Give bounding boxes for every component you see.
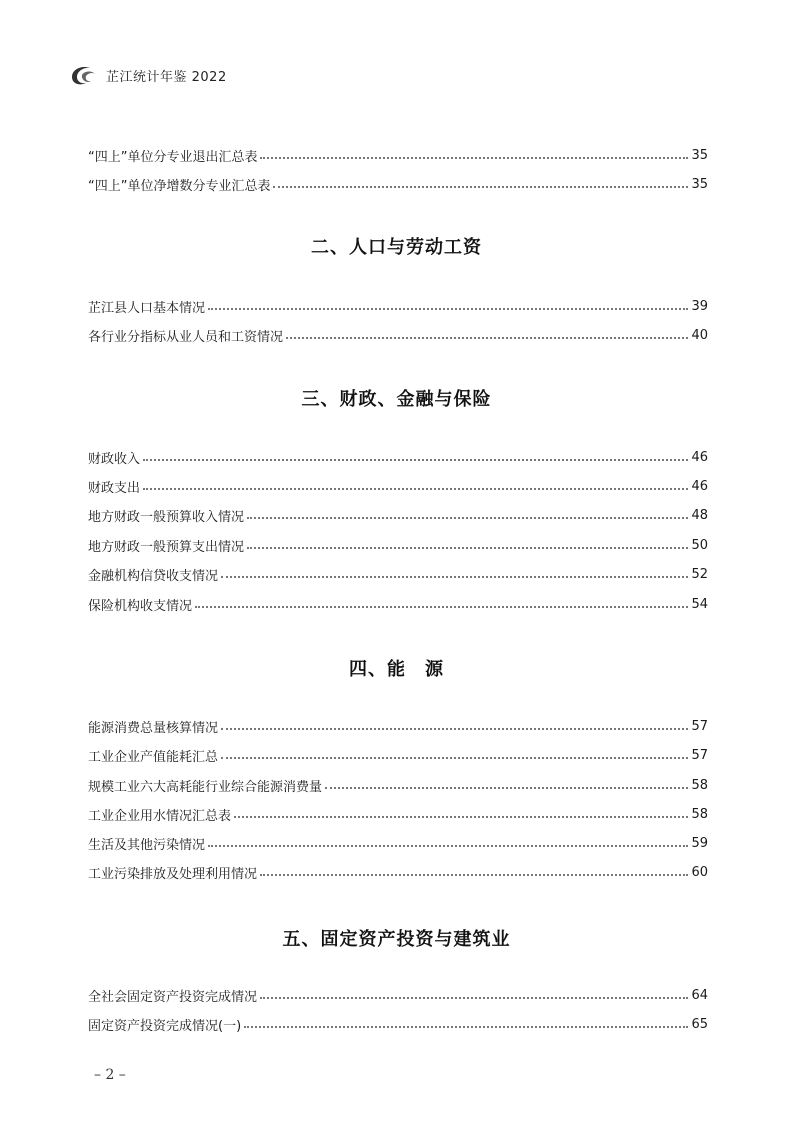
toc-entry[interactable]: [88, 564, 708, 584]
toc-entry-page: 48: [691, 507, 708, 523]
toc-entry[interactable]: [88, 833, 708, 853]
toc-entry-page: 52: [691, 566, 708, 582]
toc-entry-page: 57: [691, 718, 708, 734]
toc-entry-label: “四上”单位分专业退出汇总表: [88, 149, 258, 165]
toc-entry-page: 64: [691, 987, 708, 1003]
dot-leader: [247, 547, 688, 549]
toc-entry-label: 生活及其他污染情况: [88, 837, 206, 853]
dot-leader: [195, 606, 688, 608]
toc-entry-label: 各行业分指标从业人员和工资情况: [88, 329, 284, 345]
toc-entry-page: 54: [691, 596, 708, 612]
toc-entry-label: 能源消费总量核算情况: [88, 720, 219, 736]
toc-entry-label: 工业企业产值能耗汇总: [88, 749, 219, 765]
toc-entry-label: 工业企业用水情况汇总表: [88, 808, 232, 824]
toc-entry-page: 58: [691, 806, 708, 822]
section-heading: 五、固定资产投资与建筑业: [282, 929, 511, 950]
section-heading: 三、财政、金融与保险: [301, 389, 492, 410]
dot-leader: [247, 517, 688, 519]
dot-leader: [286, 337, 688, 339]
toc-entry-label: 规模工业六大高耗能行业综合能源消费量: [88, 779, 323, 795]
toc-entry[interactable]: [88, 145, 708, 165]
dot-leader: [260, 157, 688, 159]
toc-entry-page: 57: [691, 747, 708, 763]
section-heading: 四、能 源: [349, 659, 444, 680]
page-number: – 2 –: [94, 1067, 126, 1083]
toc-entry-label: “四上”单位净增数分专业汇总表: [88, 178, 271, 194]
dot-leader: [221, 728, 688, 730]
toc-entry-label: 金融机构信贷收支情况: [88, 568, 219, 584]
dot-leader: [208, 845, 688, 847]
dot-leader: [143, 488, 688, 490]
toc-entry[interactable]: [88, 985, 708, 1005]
toc-entry-page: 46: [691, 478, 708, 494]
toc-entry-page: 50: [691, 537, 708, 553]
section-heading: 二、人口与劳动工资: [311, 237, 482, 258]
toc-entry[interactable]: [88, 1014, 708, 1034]
toc-entry[interactable]: [88, 447, 708, 467]
dot-leader: [260, 874, 688, 876]
toc-entry[interactable]: [88, 745, 708, 765]
toc-entry-page: 46: [691, 449, 708, 465]
dot-leader: [325, 787, 688, 789]
toc-entry[interactable]: [88, 862, 708, 882]
toc-entry-page: 35: [691, 147, 708, 163]
dot-leader: [221, 757, 688, 759]
toc-entry-page: 60: [691, 864, 708, 880]
dot-leader: [273, 186, 688, 188]
toc-entry[interactable]: [88, 594, 708, 614]
toc-entry[interactable]: [88, 804, 708, 824]
toc-entry-label: 财政支出: [88, 480, 141, 496]
dot-leader: [221, 576, 688, 578]
running-header: [68, 62, 227, 88]
dot-leader: [143, 459, 688, 461]
toc-entry-page: 40: [691, 327, 708, 343]
toc-entry-page: 59: [691, 835, 708, 851]
dot-leader: [244, 1026, 688, 1028]
toc-entry-label: 地方财政一般预算收入情况: [88, 509, 245, 525]
dot-leader: [234, 816, 688, 818]
toc-entry-label: 芷江县人口基本情况: [88, 300, 206, 316]
toc-entry[interactable]: [88, 505, 708, 525]
toc-entry-label: 保险机构收支情况: [88, 598, 193, 614]
toc-entry-label: 财政收入: [88, 451, 141, 467]
toc-entry[interactable]: [88, 716, 708, 736]
circular-swoosh-logo-icon: [68, 63, 98, 87]
toc-entry[interactable]: [88, 296, 708, 316]
toc-entry-label: 地方财政一般预算支出情况: [88, 539, 245, 555]
toc-entry-page: 65: [691, 1016, 708, 1032]
toc-entry-page: 35: [691, 176, 708, 192]
dot-leader: [260, 997, 688, 999]
toc-entry[interactable]: [88, 325, 708, 345]
toc-entry-page: 39: [691, 298, 708, 314]
toc-entry-label: 全社会固定资产投资完成情况: [88, 989, 258, 1005]
toc-entry-label: 固定资产投资完成情况(一): [88, 1018, 242, 1034]
toc-entry[interactable]: [88, 174, 708, 194]
dot-leader: [208, 308, 688, 310]
toc-entry-label: 工业污染排放及处理利用情况: [88, 866, 258, 882]
toc-entry[interactable]: [88, 775, 708, 795]
toc-entry[interactable]: [88, 476, 708, 496]
toc-entry[interactable]: [88, 535, 708, 555]
toc-entry-page: 58: [691, 777, 708, 793]
yearbook-title: 芷江统计年鉴 2022: [106, 69, 227, 85]
